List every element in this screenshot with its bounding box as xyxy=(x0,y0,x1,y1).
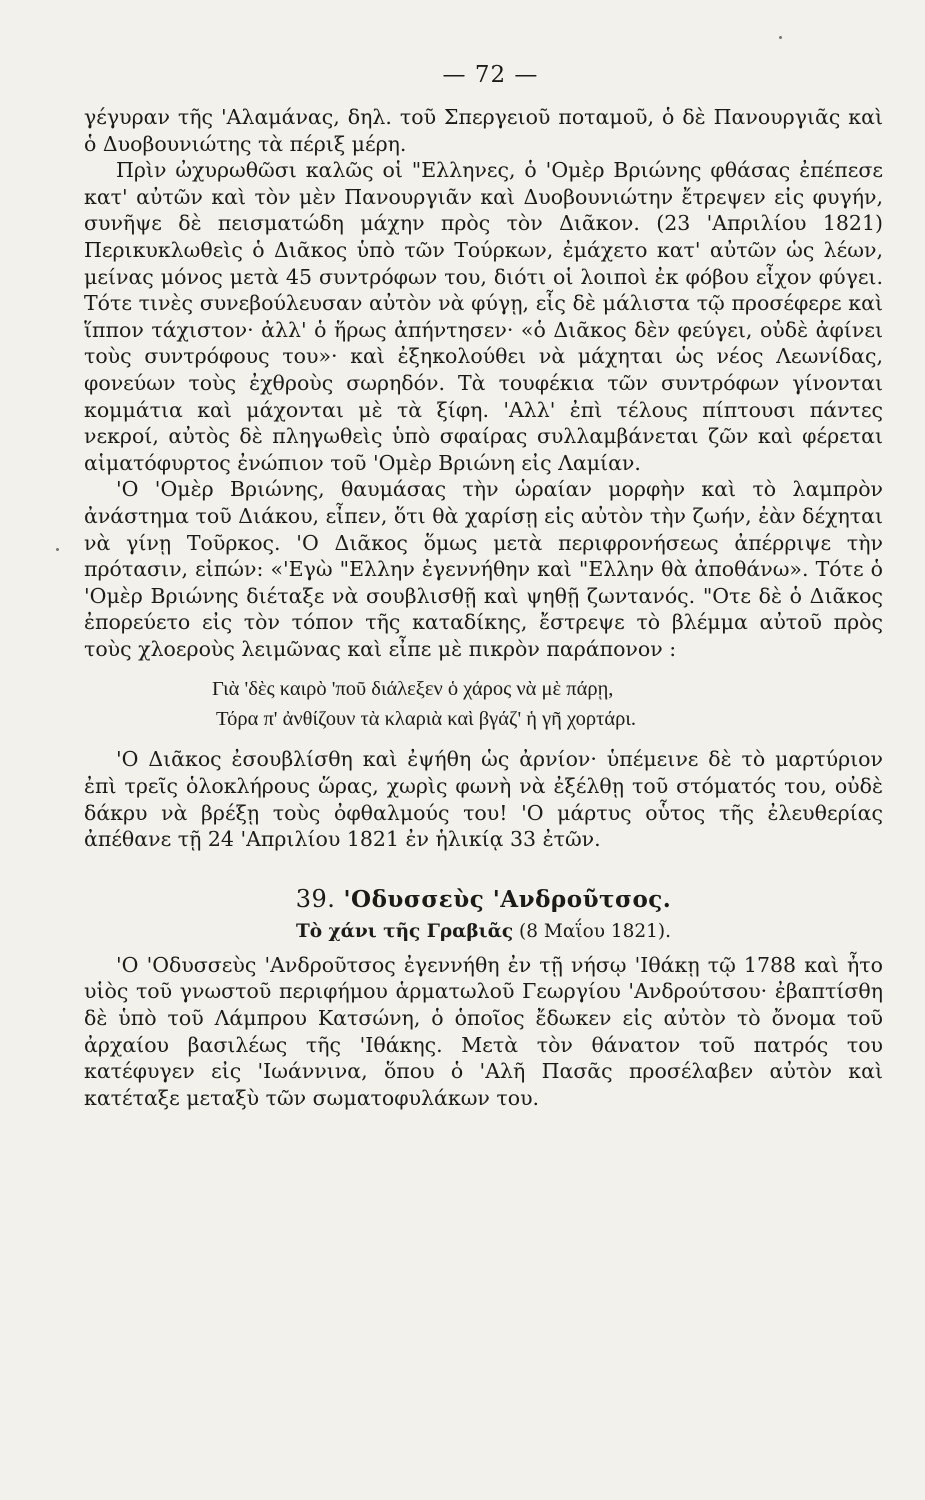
section-number: 39. xyxy=(295,884,336,913)
page-number: — 72 — xyxy=(442,62,539,88)
poem-line: Τόρα π' ἀνθίζουν τὰ κλαριὰ καὶ βγάζ' ἡ γῆ χορτάρι. xyxy=(216,708,637,731)
section-subheading xyxy=(84,921,883,942)
paper-speck xyxy=(779,36,782,39)
paragraph-battle: Πρὶν ὠχυρωθῶσι καλῶς οἱ "Ελληνες, ὁ 'Ομὲρ Βριώνης φθάσας ἐπέπεσε κατ' αὐτῶν καὶ τὸν μὲν Πανουργιᾶν καὶ Δυοβουνιώτην ἔτρεψεν εἰς φυγήν, συνῆψε δὲ πεισματώδη μάχην πρὸς τὸν Διᾶκον. (23 'Απριλίου 1821) Περικυκλωθεὶς ὁ Διᾶκος ὑπὸ τῶν Τούρκων, ἐμάχετο κατ' αὐτῶν ὡς λέων, μείνας μόνος μετὰ 45 συντρόφων του, διότι οἱ λοιποὶ ἐκ φόβου εἶχον φύγει. Τότε τινὲς συνεβούλευσαν αὐτὸν νὰ φύγῃ, εἷς δὲ μάλιστα τῷ προσέφερε καὶ ἵππον τάχιστον· ἀλλ' ὁ ἥρως ἀπήντησεν· «ὁ Διᾶκος δὲν φεύγει, οὐδὲ ἀφίνει τοὺς συντρόφους του»· καὶ ἐξηκολούθει νὰ μάχηται ὡς νέος Λεωνίδας, φονεύων τοὺς ἐχθροὺς σωρηδόν. Τὰ τουφέκια τῶν συντρόφων γίνονται κομμάτια καὶ μάχονται μὲ τὰ ξίφη. 'Αλλ' ἐπὶ τέλους πίπτουσι πάντες νεκροί, αὐτὸς δὲ πληγωθεὶς ὑπὸ σφαίρας συλλαμβάνεται ζῶν καὶ φέρεται αἱματόφυρτος ἐνώπιον τοῦ 'Ομὲρ Βριώνη εἰς Λαμίαν. xyxy=(84,158,883,475)
poem-couplet xyxy=(84,674,883,734)
section-heading xyxy=(84,885,883,913)
paragraph-omer-offer: 'Ο 'Ομὲρ Βριώνης, θαυμάσας τὴν ὡραίαν μορφὴν καὶ τὸ λαμπρὸν ἀνάστημα τοῦ Διάκου, εἶπεν, ὅτι θὰ χαρίσῃ εἰς αὐτὸν τὴν ζωήν, ἐὰν δέχηται νὰ γίνῃ Τοῦρκος. 'Ο Διᾶκος ὅμως μετὰ περιφρονήσεως ἀπέρριψε τὴν πρότασιν, εἰπών: «'Εγὼ "Ελλην ἐγεννήθην καὶ "Ελλην θὰ ἀποθάνω». Τότε ὁ 'Ομὲρ Βριώνης διέταξε νὰ σουβλισθῇ καὶ ψηθῇ ζωντανός. "Οτε δὲ ὁ Διᾶκος ἐπορεύετο εἰς τὸν τόπον τῆς καταδίκης, ἔστρεψε τὸ βλέμμα αὐτοῦ πρὸς τοὺς χλοεροὺς λειμῶνας καὶ εἶπε μὲ πικρὸν παράπονον : xyxy=(84,477,883,661)
paragraph-continuation: γέγυραν τῆς 'Αλαμάνας, δηλ. τοῦ Σπεργειοῦ ποταμοῦ, ὁ δὲ Πανουργιᾶς καὶ ὁ Δυοβουνιώτης τὰ πέριξ μέρη. xyxy=(84,105,883,156)
poem-line: Γιὰ 'δὲς καιρὸ 'ποῦ διάλεξεν ὁ χάρος νὰ μὲ πάρῃ, xyxy=(212,678,614,701)
paragraph-androutsos: 'Ο 'Οδυσσεὺς 'Ανδροῦτσος ἐγεννήθη ἐν τῇ νήσῳ 'Ιθάκῃ τῷ 1788 καὶ ἦτο υἱὸς τοῦ γνωστοῦ περιφήμου ἁρματωλοῦ Γεωργίου 'Ανδρούτσου· ἐβαπτίσθη δὲ ὑπὸ τοῦ Λάμπρου Κατσώνη, ὁ ὁποῖος ἔδωκεν εἰς αὐτὸν τὸ ὄνομα τοῦ ἀρχαίου βασιλέως τῆς 'Ιθάκης. Μετὰ τὸν θάνατον τοῦ πατρός του κατέφυγεν εἰς 'Ιωάννινα, ὅπου ὁ 'Αλῆ Πασᾶς προσέλαβεν αὐτὸν καὶ κατέταξε μεταξὺ τῶν σωματοφυλάκων του. xyxy=(84,952,883,1110)
subheading-date: (8 Μαΐου 1821). xyxy=(519,920,672,942)
section-title: 'Οδυσσεὺς 'Ανδροῦτσος. xyxy=(343,885,672,913)
paragraph-martyrdom: 'Ο Διᾶκος ἐσουβλίσθη καὶ ἐψήθη ὡς ἀρνίον· ὑπέμεινε δὲ τὸ μαρτύριον ἐπὶ τρεῖς ὁλοκλήρους ὥρας, χωρὶς φωνὴ νὰ ἐξέλθῃ τοῦ στόματός του, οὐδὲ δάκρυ νὰ βρέξῃ τοὺς ὀφθαλμούς του! 'Ο μάρτυς οὗτος τῆς ἐλευθερίας ἀπέθανε τῇ 24 'Απριλίου 1821 ἐν ἡλικίᾳ 33 ἐτῶν. xyxy=(84,747,883,852)
subheading-title: Τὸ χάνι τῆς Γραβιᾶς xyxy=(295,920,514,942)
paper-speck xyxy=(56,548,59,551)
